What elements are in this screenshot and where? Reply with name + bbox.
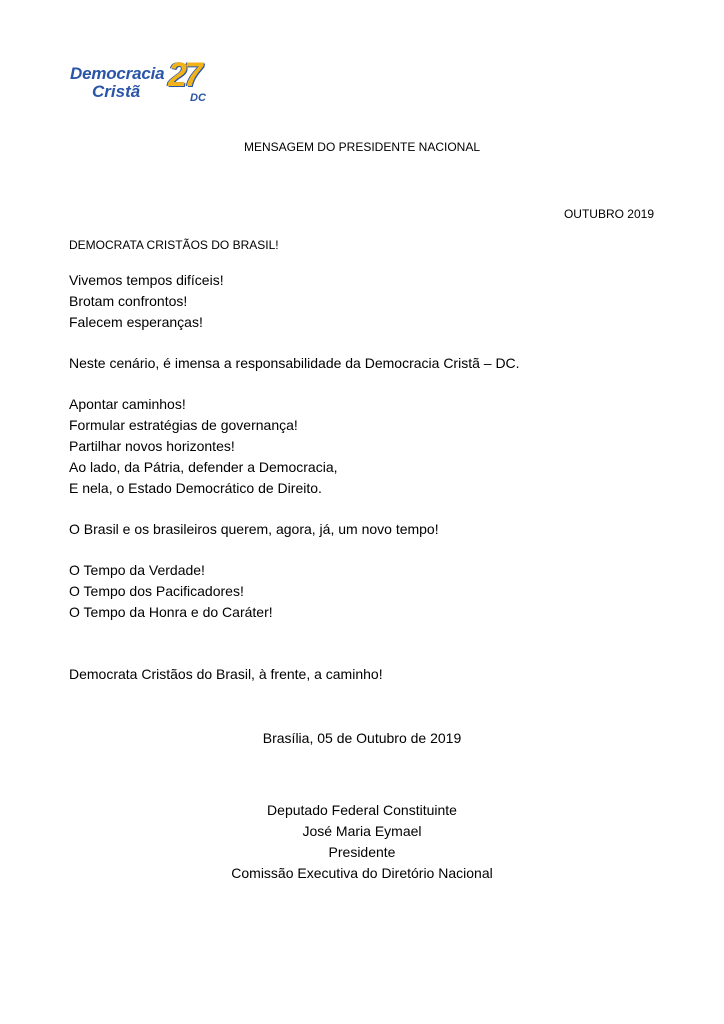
paragraph-6 — [69, 664, 383, 685]
text-line: Neste cenário, é imensa a responsabilidade da Democracia Cristã – DC. — [69, 355, 520, 371]
place-date: Brasília, 05 de Outubro de 2019 — [262, 730, 462, 746]
party-logo — [64, 56, 224, 112]
text-line: Falecem esperanças! — [69, 314, 203, 330]
logo-abbr: DC — [190, 92, 206, 104]
text-line: O Tempo da Honra e do Caráter! — [69, 604, 273, 620]
text-line: Ao lado, da Pátria, defender a Democracia, — [69, 459, 338, 475]
signature-role: Presidente — [328, 844, 396, 860]
signature-title: Deputado Federal Constituinte — [267, 802, 457, 818]
paragraph-4 — [69, 519, 439, 540]
salutation: DEMOCRATA CRISTÃOS DO BRASIL! — [69, 238, 279, 252]
text-line: O Brasil e os brasileiros querem, agora, já, um novo tempo! — [69, 521, 439, 537]
signature-name: José Maria Eymael — [302, 823, 422, 839]
logo-text-democracia: Democracia — [70, 64, 165, 83]
text-line: Democrata Cristãos do Brasil, à frente, a caminho! — [69, 666, 383, 682]
paragraph-1 — [69, 270, 224, 333]
text-line: O Tempo dos Pacificadores! — [69, 583, 244, 599]
paragraph-2 — [69, 353, 520, 374]
text-line: Vivemos tempos difíceis! — [69, 272, 224, 288]
logo-text-crista: Cristã — [92, 82, 141, 101]
signature-block — [0, 800, 724, 884]
logo-number: 27 — [168, 56, 200, 94]
paragraph-3 — [69, 394, 338, 499]
paragraph-5 — [69, 560, 273, 623]
text-line: E nela, o Estado Democrático de Direito. — [69, 480, 322, 496]
document-title: MENSAGEM DO PRESIDENTE NACIONAL — [243, 140, 481, 154]
text-line: Brotam confrontos! — [69, 293, 188, 309]
date-header: OUTUBRO 2019 — [563, 207, 654, 221]
text-line: O Tempo da Verdade! — [69, 562, 205, 578]
text-line: Partilhar novos horizontes! — [69, 438, 235, 454]
text-line: Formular estratégias de governança! — [69, 417, 298, 433]
text-line: Apontar caminhos! — [69, 396, 186, 412]
signature-body: Comissão Executiva do Diretório Nacional — [231, 865, 493, 881]
